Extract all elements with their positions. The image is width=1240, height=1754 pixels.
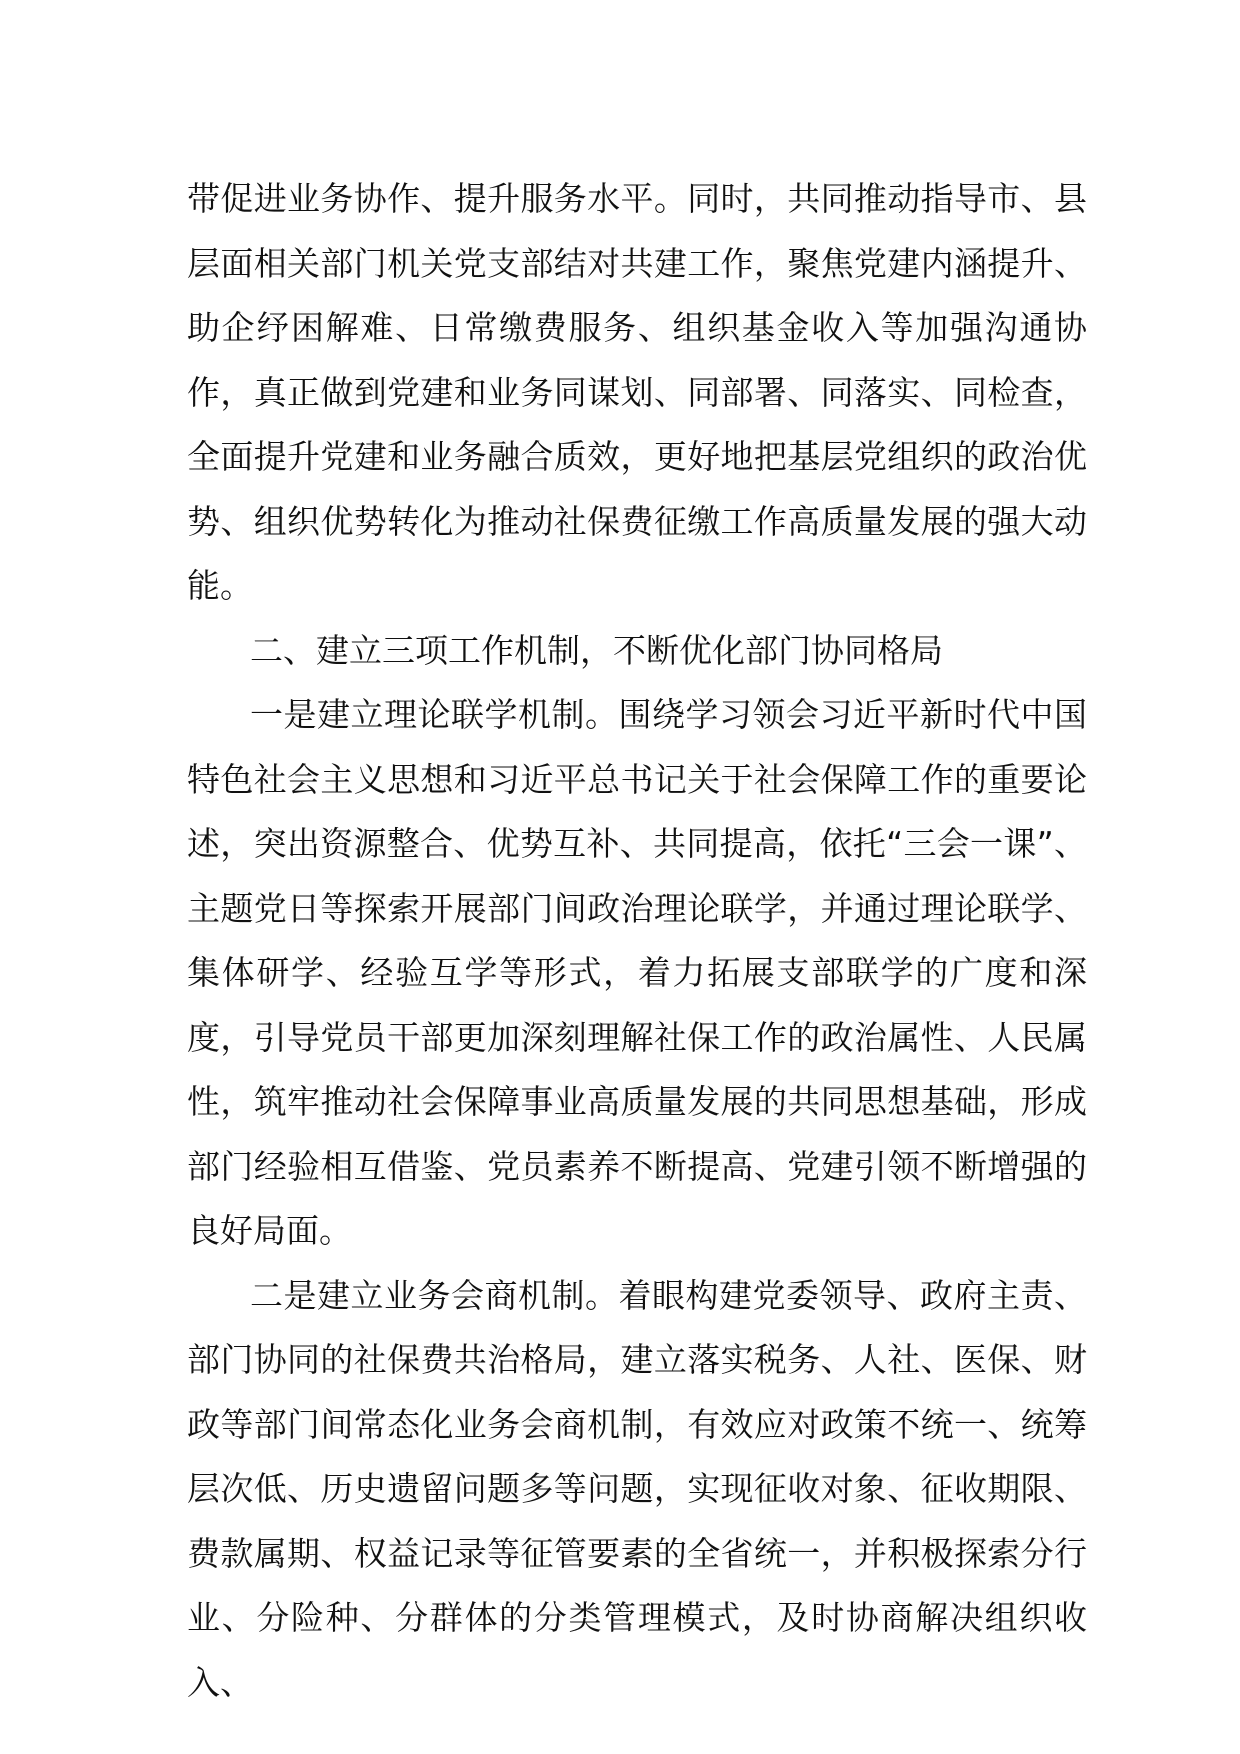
document-body [187,167,1087,1715]
body-paragraph-theory-study: 一是建立理论联学机制。围绕学习领会习近平新时代中国特色社会主义思想和习近平总书记关于社会保障工作的重要论述，突出资源整合、优势互补、共同提高，依托“三会一课”、主题党日等探索开展部门间政治理论联学，并通过理论联学、集体研学、经验互学等形式，着力拓展支部联学的广度和深度，引导党员干部更加深刻理解社保工作的政治属性、人民属性，筑牢推动社会保障事业高质量发展的共同思想基础，形成部门经验相互借鉴、党员素养不断提高、党建引领不断增强的良好局面。 [187,695,1087,1250]
body-paragraph-business-consultation: 二是建立业务会商机制。着眼构建党委领导、政府主责、部门协同的社保费共治格局，建立落实税务、人社、医保、财政等部门间常态化业务会商机制，有效应对政策不统一、统筹层次低、历史遗留问题多等问题，实现征收对象、征收期限、费款属期、权益记录等征管要素的全省统一，并积极探索分行业、分险种、分群体的分类管理模式，及时协商解决组织收入、 [187,1275,1087,1702]
section-heading: 二、建立三项工作机制，不断优化部门协同格局 [250,630,943,670]
body-paragraph-continuation: 带促进业务协作、提升服务水平。同时，共同推动指导市、县层面相关部门机关党支部结对共建工作，聚焦党建内涵提升、助企纾困解难、日常缴费服务、组织基金收入等加强沟通协作，真正做到党建和业务同谋划、同部署、同落实、同检查，全面提升党建和业务融合质效，更好地把基层党组织的政治优势、组织优势转化为推动社保费征缴工作高质量发展的强大动能。 [187,179,1087,605]
